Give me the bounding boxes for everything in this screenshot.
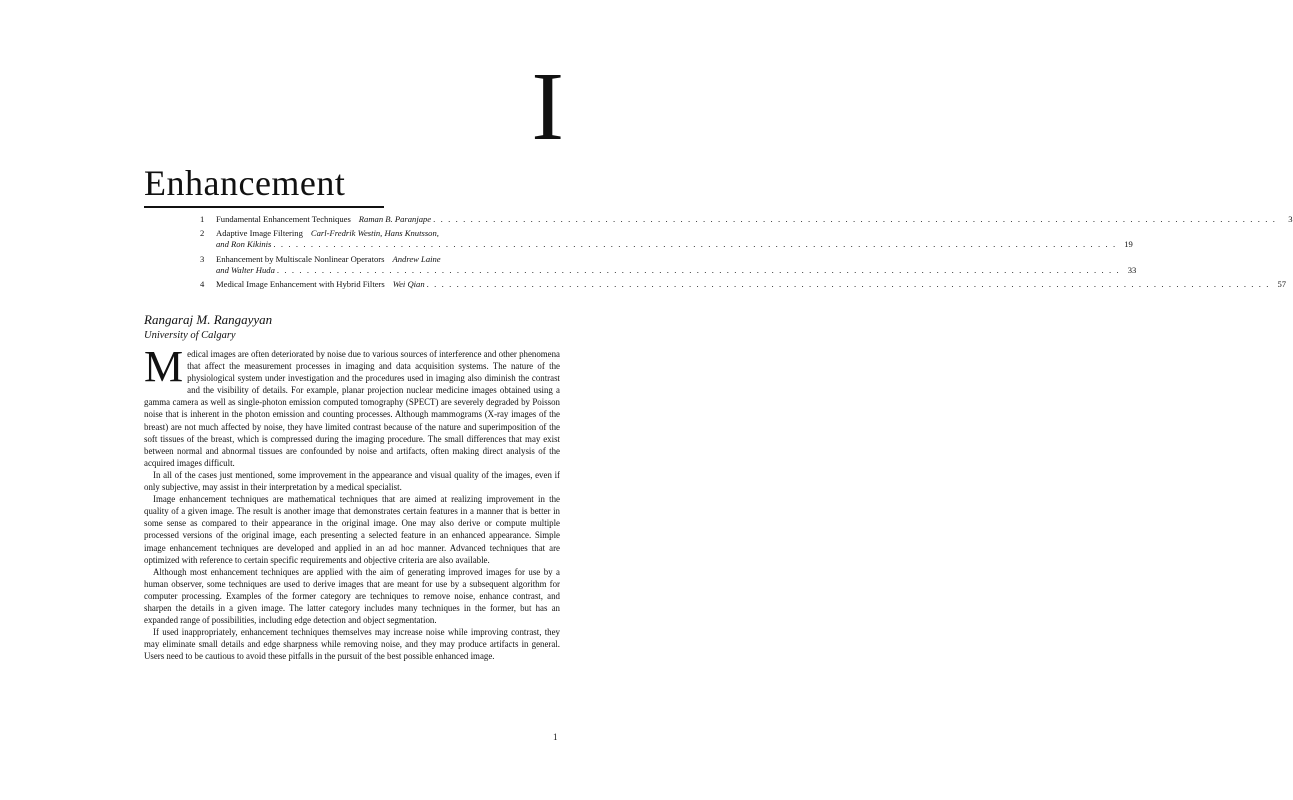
body-text: [144, 342, 560, 662]
toc-authors: and Ron Kikinis: [216, 239, 272, 250]
toc-number: 2: [200, 228, 205, 239]
toc-number: 3: [200, 253, 205, 264]
toc-authors: and Walter Huda: [216, 264, 275, 275]
toc-entry-4[interactable]: [200, 279, 1287, 290]
paragraph: If used inappropriately, enhancement techniques themselves may increase noise while improving contrast, they may eliminate small details and edge sharpness while removing noise, and they may produce artifacts in general. Users need to be cautious to avoid these pitfalls in the pursuit of the best possible enhanced image.: [144, 627, 560, 662]
paragraph: Medical images are often deteriorated by noise due to various sources of interference and other phenomena that affect the measurement processes in imaging and data acquisition systems. The nature of the physiological system under investigation and the procedures used in imaging also diminish the contrast and the visibility of details. For example, planar projection nuclear medicine images obtained using a gamma camera as well as single-photon emission computed tomography (SPECT) are severely degraded by Poisson noise that is inherent in the photon emission and counting processes. Although mammograms (X-ray images of the breast) are not much affected by noise, they have limited contrast because of the nature and superimposition of the soft tissues of the breast, which is compressed during the imaging procedure. The small differences that may exist between normal and abnormal tissues are confounded by noise and artifacts, often making direct analysis of the acquired images difficult.: [144, 342, 560, 468]
drop-cap: M: [144, 342, 184, 391]
toc-authors: Andrew Laine: [392, 253, 441, 264]
toc-title: Adaptive Image Filtering: [216, 228, 303, 239]
toc-leader: [277, 265, 1120, 276]
toc-authors: Carl-Fredrik Westin, Hans Knutsson,: [310, 228, 439, 239]
toc-leader: [273, 239, 1116, 250]
table-of-contents: [200, 214, 1293, 293]
toc-entry-2[interactable]: [200, 228, 1133, 250]
toc-entry-3[interactable]: [200, 253, 1137, 276]
paragraph: Although most enhancement techniques are applied with the aim of generating improved images for use by a human observer, some techniques are used to derive images that are meant for use by a subsequent algorithm for computer processing. Examples of the former category are techniques to remove noise, enhance contrast, and sharpen the details in a given image. The latter category includes many techniques in the former, but has an expanded range of possibilities, including edge detection and object segmentation.: [144, 566, 560, 626]
toc-title: Fundamental Enhancement Techniques: [216, 214, 351, 224]
toc-authors: Raman B. Paranjape: [358, 214, 432, 224]
title-rule: [144, 206, 384, 208]
toc-title: Medical Image Enhancement with Hybrid Filters: [216, 279, 385, 290]
part-title: Enhancement: [144, 163, 346, 203]
toc-number: 1: [200, 214, 205, 224]
toc-page: 3: [1288, 214, 1293, 224]
chapter-author: Rangaraj M. Rangayyan: [144, 312, 273, 327]
paragraph: Image enhancement techniques are mathematical techniques that are aimed at realizing improvement in the quality of a given image. The result is another image that demonstrates certain features in a manner that is better in some sense as compared to their appearance in the original image. One may also derive or compute multiple processed versions of the original image, each presenting a selected feature in an enhanced appearance. Simple image enhancement techniques are developed and applied in an ad hoc manner. Advanced techniques that are optimized with reference to certain specific requirements and objective criteria are also available.: [144, 494, 560, 565]
toc-page: 33: [1127, 264, 1137, 275]
page-number: 1: [553, 732, 558, 742]
paragraph: In all of the cases just mentioned, some improvement in the appearance and visual quality of the images, even if only subjective, may assist in their interpretation by a medical specialist.: [144, 469, 560, 493]
toc-leader: [427, 279, 1270, 290]
toc-authors: Wei Qian: [392, 279, 425, 290]
toc-page: 57: [1277, 279, 1287, 290]
toc-page: 19: [1124, 239, 1133, 250]
author-affiliation: University of Calgary: [144, 330, 236, 341]
toc-number: 4: [200, 279, 205, 290]
toc-entry-1[interactable]: [200, 214, 1293, 225]
toc-title: Enhancement by Multiscale Nonlinear Operators: [216, 253, 385, 264]
part-numeral: I: [531, 53, 564, 161]
toc-leader: [433, 214, 1276, 225]
